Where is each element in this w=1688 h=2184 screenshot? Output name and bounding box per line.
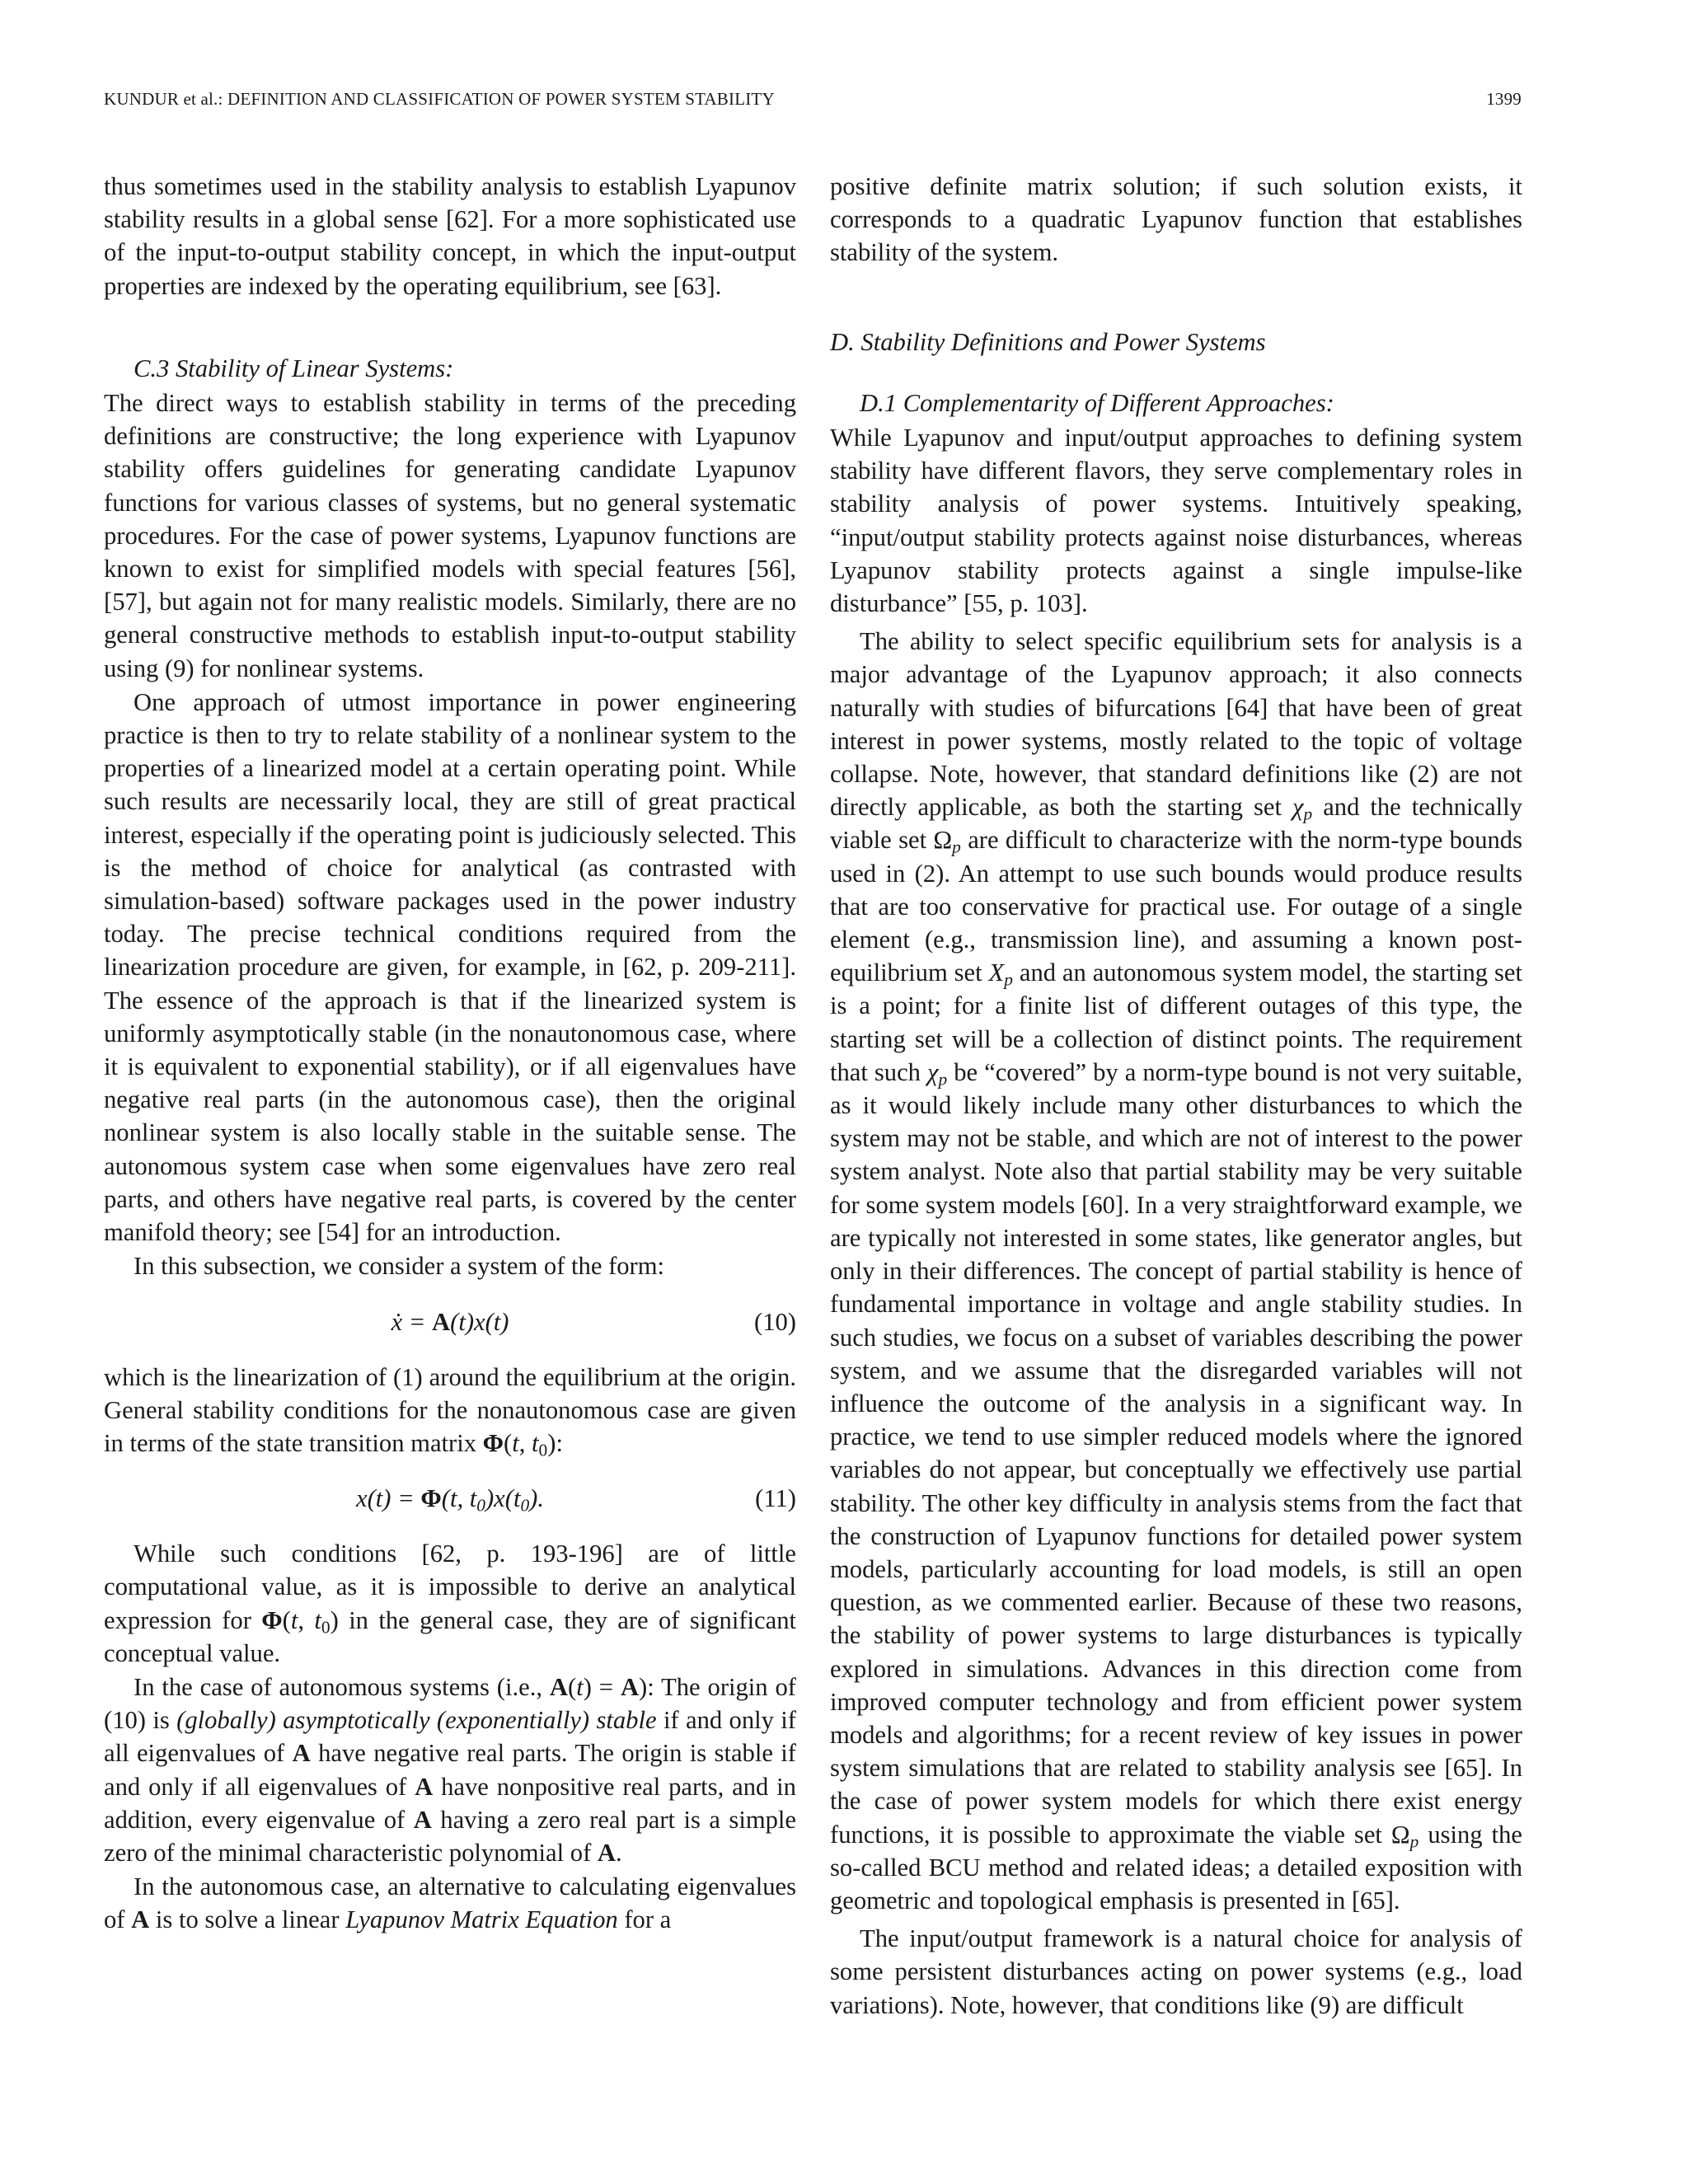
- equation-10-body: ẋ = A(t)x(t): [391, 1307, 509, 1336]
- section-heading-d: D. Stability Definitions and Power Systems: [830, 327, 1266, 356]
- right-column: [830, 170, 1522, 2022]
- page-number: 1399: [1486, 89, 1522, 109]
- equation-11-label: (11): [755, 1484, 796, 1513]
- paragraph: One approach of utmost importance in power engineering practice is then to try to relate stability of a nonlinear system to the properties of a linearized model at a certain operating point. While such results are necessarily local, they are still of great practical interest, especially if the operating point is judiciously selected. This is the method of choice for analytical (as contrasted with simulation-based) software packages used in the power industry today. The precise technical conditions required from the linearization procedure are given, for example, in [62, p. 209-211]. The essence of the approach is that if the linearized system is uniformly asymptotically stable (in the nonautonomous case, where it is equivalent to exponential stability), or if all eigenvalues have negative real parts (in the autonomous case), then the original nonlinear system is also locally stable in the suitable sense. The autonomous system case when some eigenvalues have zero real parts, and others have negative real parts, is covered by the center manifold theory; see [54] for an introduction.: [104, 687, 796, 1247]
- paragraph: positive definite matrix solution; if such solution exists, it corresponds to a quadratic Lyapunov function that establishes stability of the system.: [830, 172, 1522, 267]
- equation-10-label: (10): [754, 1307, 796, 1336]
- paragraph: While Lyapunov and input/output approaches to defining system stability have different flavors, they serve complementary roles in stability analysis of power systems. Intuitively speaking, “input/output stability protects against noise disturbances, whereas Lyapunov stability protects against a single impulse-like disturbance” [55, p. 103].: [830, 424, 1522, 618]
- left-column: [104, 170, 796, 1937]
- paragraph: The input/output framework is a natural choice for analysis of some persistent disturbances acting on power systems (e.g., load variations). Note, however, that conditions like (9) are difficult: [830, 1924, 1522, 2019]
- paragraph: The direct ways to establish stability in terms of the preceding definitions are constructive; the long experience with Lyapunov stability offers guidelines for generating candidate Lyapunov functions for various classes of systems, but no general systematic procedures. For the case of power systems, Lyapunov functions are known to exist for simplified models with special features [56], [57], but again not for many realistic models. Similarly, there are no general constructive methods to establish input-to-output stability using (9) for nonlinear systems.: [104, 389, 796, 682]
- paragraph: which is the linearization of (1) around the equilibrium at the origin. General stability conditions for the nonautonomous case are given in terms of the state transition matrix Φ(t, $t_0$):: [104, 1362, 796, 1460]
- paragraph: thus sometimes used in the stability analysis to establish Lyapunov stability results in a global sense [62]. For a more sophisticated use of the input-to-output stability concept, in which the input-output properties are indexed by the operating equilibrium, see [63].: [104, 172, 796, 300]
- equation-11: [104, 1481, 796, 1516]
- paragraph: In the case of autonomous systems (i.e., A(t) = A): The origin of (10) is (globally) asymptotically (exponentially) stable if and only if all eigenvalues of A have negative real parts. The origin is stable if and only if all eigenvalues of A have nonpositive real parts, and in addition, every eigenvalue of A having a zero real part is a simple zero of the minimal characteristic polynomial of A.: [104, 1672, 796, 1867]
- paragraph: While such conditions [62, p. 193-196] are of little computational value, as it is impossible to derive an analytical expression for Φ(t, $t_0$) in the general case, they are of significant conceptual value.: [104, 1540, 796, 1667]
- equation-11-body: x(t) = Φ(t, $t_0)x(t_0)$.: [356, 1484, 544, 1516]
- running-head: [104, 89, 1522, 114]
- paragraph: In the autonomous case, an alternative to calculating eigenvalues of A is to solve a linear Lyapunov Matrix Equation for a: [104, 1872, 796, 1934]
- equation-10: [104, 1305, 796, 1339]
- paragraph: In this subsection, we consider a system of the form:: [134, 1252, 665, 1281]
- running-head-title: KUNDUR et al.: DEFINITION AND CLASSIFICATION OF POWER SYSTEM STABILITY: [104, 89, 775, 109]
- subsection-heading-c3: C.3 Stability of Linear Systems:: [134, 354, 454, 382]
- subsection-heading-d1: D.1 Complementarity of Different Approaches:: [860, 388, 1334, 417]
- paragraph: The ability to select specific equilibrium sets for analysis is a major advantage of the Lyapunov approach; it also connects naturally with studies of bifurcations [64] that have been of great interest in power systems, mostly related to the topic of voltage collapse. Note, however, that standard definitions like (2) are not directly applicable, as both the starting set $\chi_p$ and the technically viable set $\Omega_p$ are difficult to characterize with the norm-type bounds used in (2). An attempt to use such bounds would produce results that are too conservative for practical use. For outage of a single element (e.g., transmission line), and assuming a known post-equilibrium set $X_p$ and an autonomous system model, the starting set is a point; for a finite list of different outages of this type, the starting set will be a collection of distinct points. The requirement that such $\chi_p$ be “covered” by a norm-type bound is not very suitable, as it would likely include many other disturbances to which the system may not be stable, and which are not of interest to the power system analyst. Note also that partial stability may be very suitable for some system models [60]. In a very straightforward example, we are typically not interested in some states, like generator angles, but only in their differences. The concept of partial stability is hence of fundamental importance in voltage and angle stability studies. In such studies, we focus on a subset of variables describing the power system, and we assume that the disregarded variables will not influence the outcome of the analysis in a significant way. In practice, we tend to use simpler reduced models where the ignored variables do not appear, but conceptually we effectively use partial stability. The other key difficulty in analysis stems from the fact that the construction of Lyapunov functions for detailed power system models, particularly accounting for load models, is still an open question, as we commented earlier. Because of these two reasons, the stability of power systems to large disturbances is typically explored in simulations. Advances in this direction come from improved computer technology and from efficient power system models and algorithms; for a recent review of key issues in power system simulations that are related to stability analysis see [65]. In the case of power system models for which there exist energy functions, it is possible to approximate the viable set $\Omega_p$ using the so-called BCU method and related ideas; a detailed exposition with geometric and topological emphasis is presented in [65].: [830, 627, 1523, 1915]
